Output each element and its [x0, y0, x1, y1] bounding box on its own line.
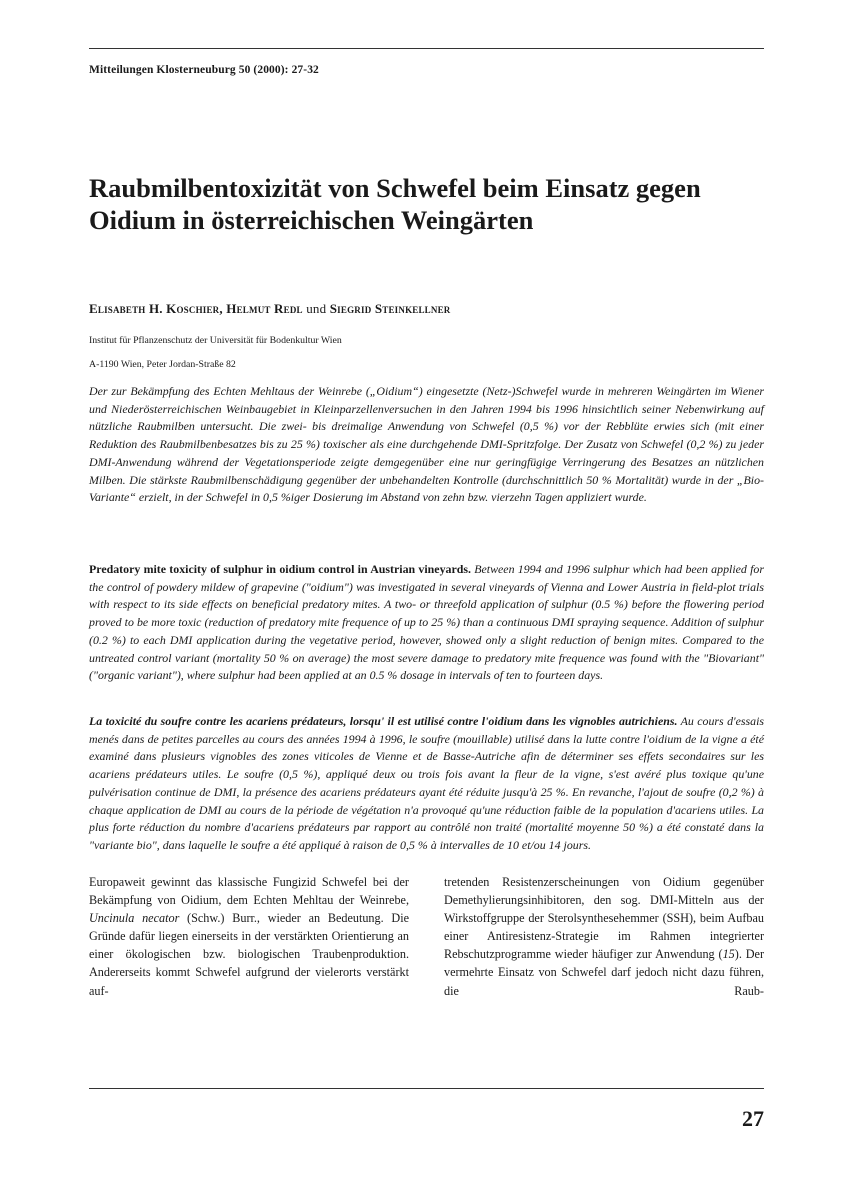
author-koschier: Elisabeth H. Koschier: [89, 301, 220, 316]
abstract-english-title: Predatory mite toxicity of sulphur in oidium control in Austrian vineyards.: [89, 562, 471, 576]
author-redl: Helmut Redl: [226, 301, 303, 316]
abstract-french-text: Au cours d'essais menés dans de petites parcelles au cours des années 1994 à 1996, le soufre (mouillable) utilisé dans la lutte contre l'oidium de la vigne a été examiné dans plusieurs vignobles des zones viticoles de Vienne et de Basse-Autriche afin de déterminer ses effets secondaires sur les acariens prédateurs utiles. Le soufre (0,5 %), appliqué deux ou trois fois avant la fleur de la vigne, s'est avéré plus toxique qu'une pulvérisation continue de DMI, la présence des acariens prédateurs ayant été réduite jusqu'à 25 %. En revanche, l'ajout de soufre (0,2 %) à chaque application de DMI au cours de la période de végétation n'a provoqué qu'une réduction faible de la population d'acariens utiles. La plus forte réduction du nombre d'acariens prédateurs par rapport au contrôlé non traité (mortalité moyenne 50 %) a été constaté dans la "variante bio", dans laquelle le soufre a été appliqué à raison de 0,5 % à intervalles de 10 et/ou 14 jours.: [89, 714, 764, 852]
author-conjunction: und: [302, 301, 330, 316]
author-separator: ,: [219, 301, 227, 316]
abstract-french-title: La toxicité du soufre contre les acariens prédateurs, lorsqu' il est utilisé contre l'oidium dans les vignobles autrichiens.: [89, 714, 678, 728]
author-list: [89, 301, 451, 317]
body-column-right: [444, 873, 764, 1000]
top-rule: [89, 48, 764, 49]
body-left-text-1: Europaweit gewinnt das klassische Fungizid Schwefel bei der Bekämpfung von Oidium, dem Echten Mehltau der Weinrebe,: [89, 875, 409, 908]
reference-number: 15: [722, 947, 735, 962]
body-right-text-1: tretenden Resistenzerscheinungen von Oidium gegenüber Demethylierungsinhibitoren, den sog. DMI-Mitteln aus der Wirkstoffgruppe der Sterolsynthesehemmer (SSH), beim Aufbau einer Antiresistenz-Strategie im Rahmen integrierter Rebschutzprogramme wieder häufiger zur Anwendung (: [444, 875, 764, 962]
journal-citation: Mitteilungen Klosterneuburg 50 (2000): 27-32: [89, 64, 319, 76]
body-left-text-2: (Schw.) Burr., wieder an Bedeutung. Die Gründe dafür liegen einerseits in der verstärkten Orientierung an einer ökologischen bzw. biologischen Traubenproduktion. Andererseits kommt Schwefel aufgrund der vielerorts verstärkt auf-: [89, 911, 409, 998]
affiliation-address: A-1190 Wien, Peter Jordan-Straße 82: [89, 359, 236, 370]
abstract-english: [89, 561, 764, 685]
abstract-french: [89, 713, 764, 855]
affiliation-institute: Institut für Pflanzenschutz der Universität für Bodenkultur Wien: [89, 335, 342, 346]
author-steinkellner: Siegrid Steinkellner: [329, 301, 451, 316]
abstract-english-text: Between 1994 and 1996 sulphur which had been applied for the control of powdery mildew of grapevine ("oidium") was investigated in several vineyards of Vienna and Lower Austria in field-plot trials with respect to its side effects on beneficial predatory mites. A two- or threefold application of sulphur (0.5 %) before the flowering period proved to be more toxic (reduction of predatory mite frequence of up to 25 %) than a continuous DMI spraying sequence. Addition of sulphur (0.2 %) to each DMI application during the vegetative period, however, showed only a slight reduction of benign mites. Compared to the untreated control variant (mortality 50 % on average) the most severe damage to predatory mite frequence was found with the "Biovariant" ("organic variant"), where sulphur had been applied at an 0.5 % dosage in intervals of ten to fourteen days.: [89, 562, 764, 683]
abstract-german: Der zur Bekämpfung des Echten Mehltaus der Weinrebe („Oidium“) eingesetzte (Netz-)Schwefel wurde in mehreren Weingärten im Wiener und Niederösterreichischen Weinbaugebiet in Kleinparzellenversuchen in den Jahren 1994 bis 1996 hinsichtlich seiner Nebenwirkung auf nützliche Raubmilben untersucht. Die zwei- bis dreimalige Anwendung von Schwefel (0,5 %) vor der Rebblüte erwies sich (mit einer Reduktion des Raubmilbenbesatzes bis zu 25 %) toxischer als eine durchgehende DMI-Spritzfolge. Der Zusatz von Schwefel (0,2 %) zu jeder DMI-Anwendung während der Vegetationsperiode zeigte demgegenüber eine nur geringfügige Verringerung des Besatzes an nützlichen Milben. Die stärkste Raubmilbenschädigung gegenüber der unbehandelten Kontrolle (durchschnittlich 50 % Mortalität) wurde in der „Bio-Variante“ erzielt, in der Schwefel in 0,5 %iger Dosierung im Abstand von zehn bzw. vierzehn Tagen appliziert wurde.: [89, 384, 764, 505]
species-name: Uncinula necator: [89, 911, 180, 926]
article-title: Raubmilbentoxizität von Schwefel beim Einsatz gegen Oidium in österreichischen Weingärten: [89, 173, 701, 235]
body-right-text-2: ). Der vermehrte Einsatz von Schwefel darf jedoch nicht dazu führen, die Raub-: [444, 947, 765, 998]
page-number: 27: [742, 1106, 764, 1131]
body-column-left: [89, 873, 409, 1000]
bottom-rule: [89, 1088, 764, 1089]
